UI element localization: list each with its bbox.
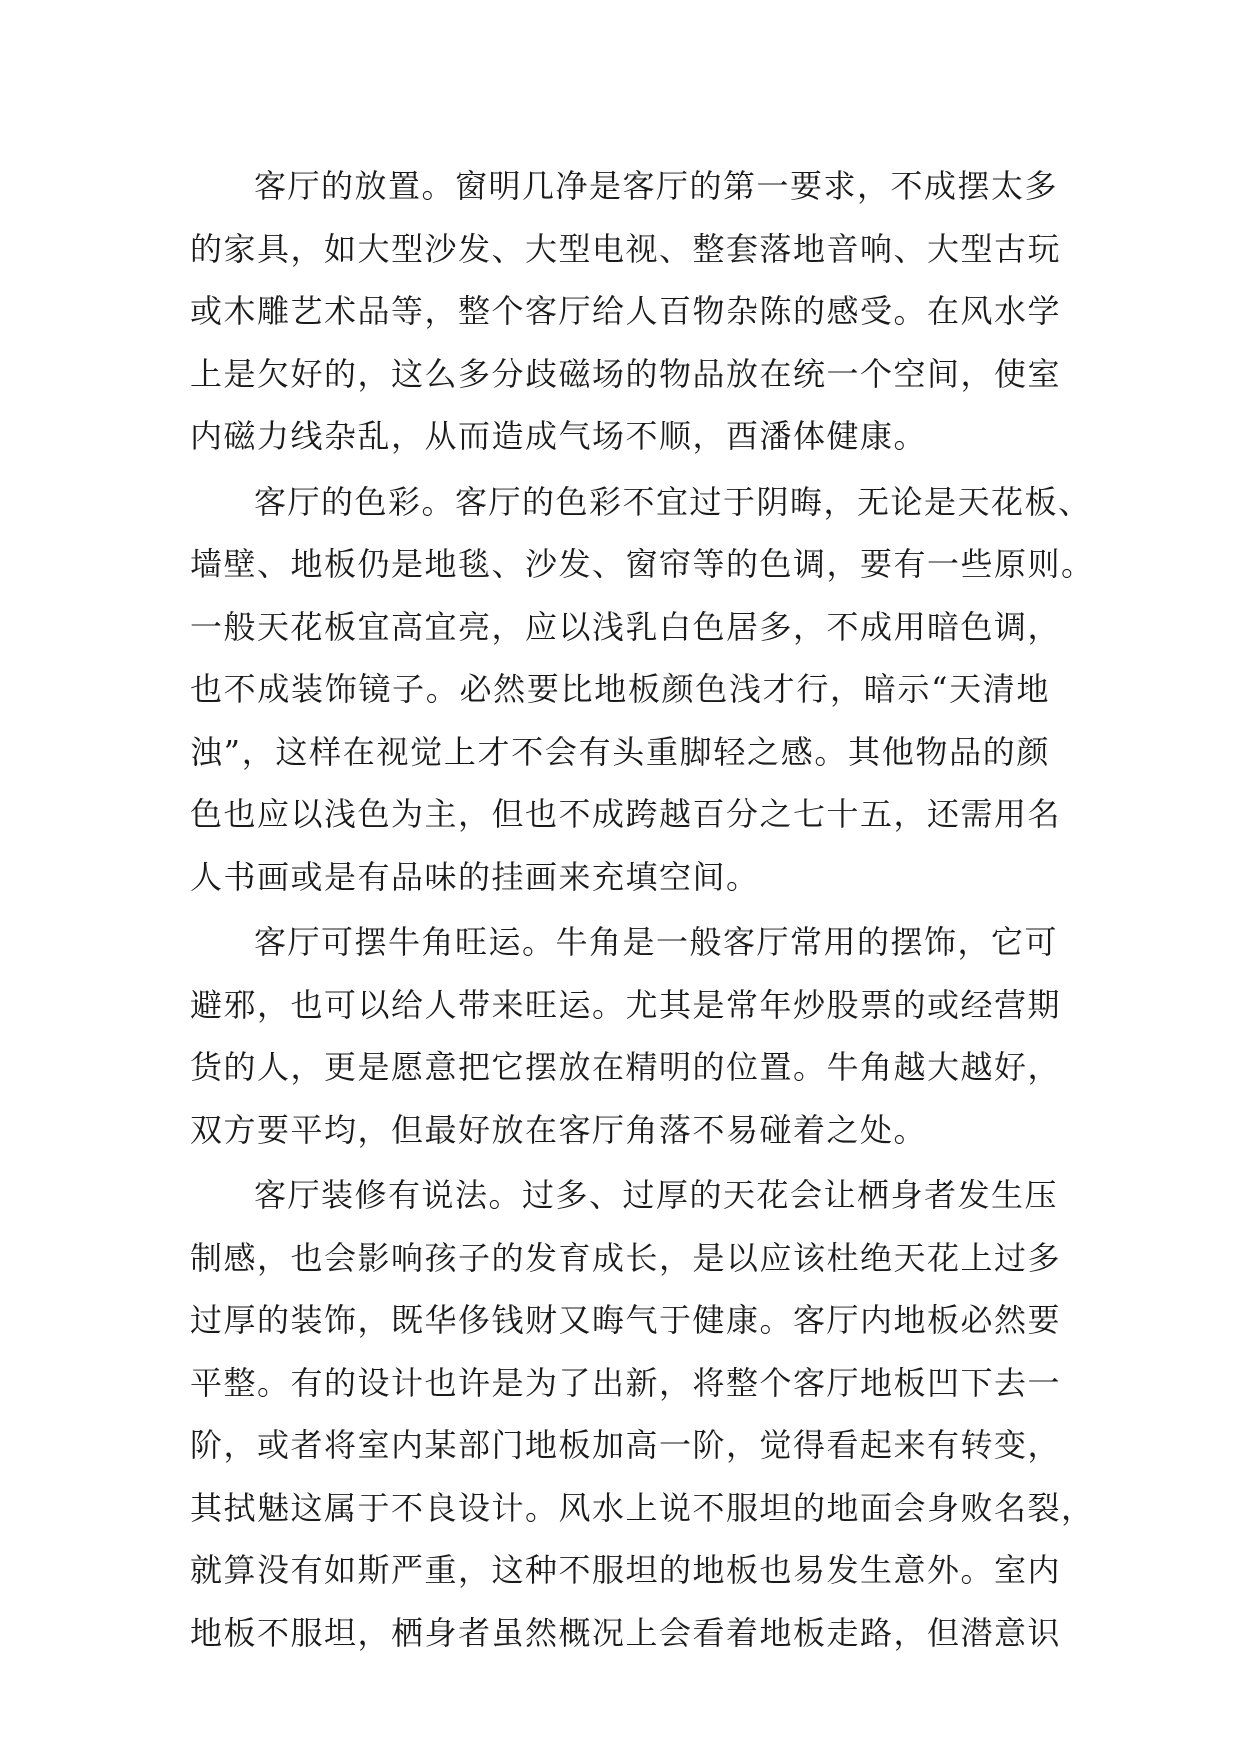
text-line: 浊”，这样在视觉上才不会有头重脚轻之感。其他物品的颜 bbox=[190, 732, 1050, 771]
text-line: 地板不服坦，栖身者虽然概况上会看着地板走路，但潜意识 bbox=[190, 1613, 1062, 1652]
text-line: 其拭魅这属于不良设计。风水上说不服坦的地面会身败名裂， bbox=[190, 1488, 1095, 1527]
text-line: 人书画或是有品味的挂画来充填空间。 bbox=[190, 857, 760, 896]
document-body bbox=[190, 155, 1095, 1667]
text-line: 双方要平均，但最好放在客厅角落不易碰着之处。 bbox=[190, 1110, 928, 1149]
text-line: 墙壁、地板仍是地毯、沙发、窗帘等的色调，要有一些原则。 bbox=[190, 545, 1095, 583]
paragraph-living-room-color bbox=[190, 471, 1095, 909]
text-line: 就算没有如斯严重，这种不服坦的地板也易发生意外。室内 bbox=[190, 1551, 1062, 1589]
text-line: 货的人，更是愿意把它摆放在精明的位置。牛角越大越好， bbox=[190, 1048, 1062, 1086]
text-line: 过厚的装饰，既华侈钱财又晦气于健康。客厅内地板必然要 bbox=[190, 1301, 1062, 1339]
paragraph-ox-horn bbox=[190, 911, 1062, 1161]
text-line: 的家具，如大型沙发、大型电视、整套落地音响、大型古玩 bbox=[190, 229, 1062, 268]
text-line: 内磁力线杂乱，从而造成气场不顺，酉潘体健康。 bbox=[190, 417, 928, 455]
text-line: 客厅可摆牛角旺运。牛角是一般客厅常用的摆饰，它可 bbox=[254, 923, 1059, 961]
text-line: 或木雕艺术品等，整个客厅给人百物杂陈的感受。在风水学 bbox=[190, 292, 1062, 330]
text-line: 色也应以浅色为主，但也不成跨越百分之七十五，还需用名 bbox=[190, 795, 1062, 833]
paragraph-living-room-placement bbox=[190, 155, 1062, 468]
text-line: 阶，或者将室内某部门地板加高一阶，觉得看起来有转变， bbox=[190, 1426, 1062, 1464]
text-line: 平整。有的设计也许是为了出新，将整个客厅地板凹下去一 bbox=[190, 1363, 1062, 1402]
paragraph-living-room-decoration bbox=[190, 1164, 1095, 1664]
text-line: 一般天花板宜高宜亮，应以浅乳白色居多，不成用暗色调， bbox=[190, 607, 1062, 646]
text-line: 客厅的放置。窗明几净是客厅的第一要求，不成摆太多 bbox=[254, 167, 1059, 205]
text-line: 客厅装修有说法。过多、过厚的天花会让栖身者发生压 bbox=[254, 1176, 1059, 1214]
text-line: 避邪，也可以给人带来旺运。尤其是常年炒股票的或经营期 bbox=[190, 985, 1062, 1024]
text-line: 制感，也会影响孩子的发育成长，是以应该杜绝天花上过多 bbox=[190, 1238, 1062, 1277]
text-line: 客厅的色彩。客厅的色彩不宜过于阴晦，无论是天花板、 bbox=[254, 482, 1092, 521]
text-line: 也不成装饰镜子。必然要比地板颜色浅才行，暗示“天清地 bbox=[190, 670, 1050, 708]
text-line: 上是欠好的，这么多分歧磁场的物品放在统一个空间，使室 bbox=[190, 354, 1062, 393]
